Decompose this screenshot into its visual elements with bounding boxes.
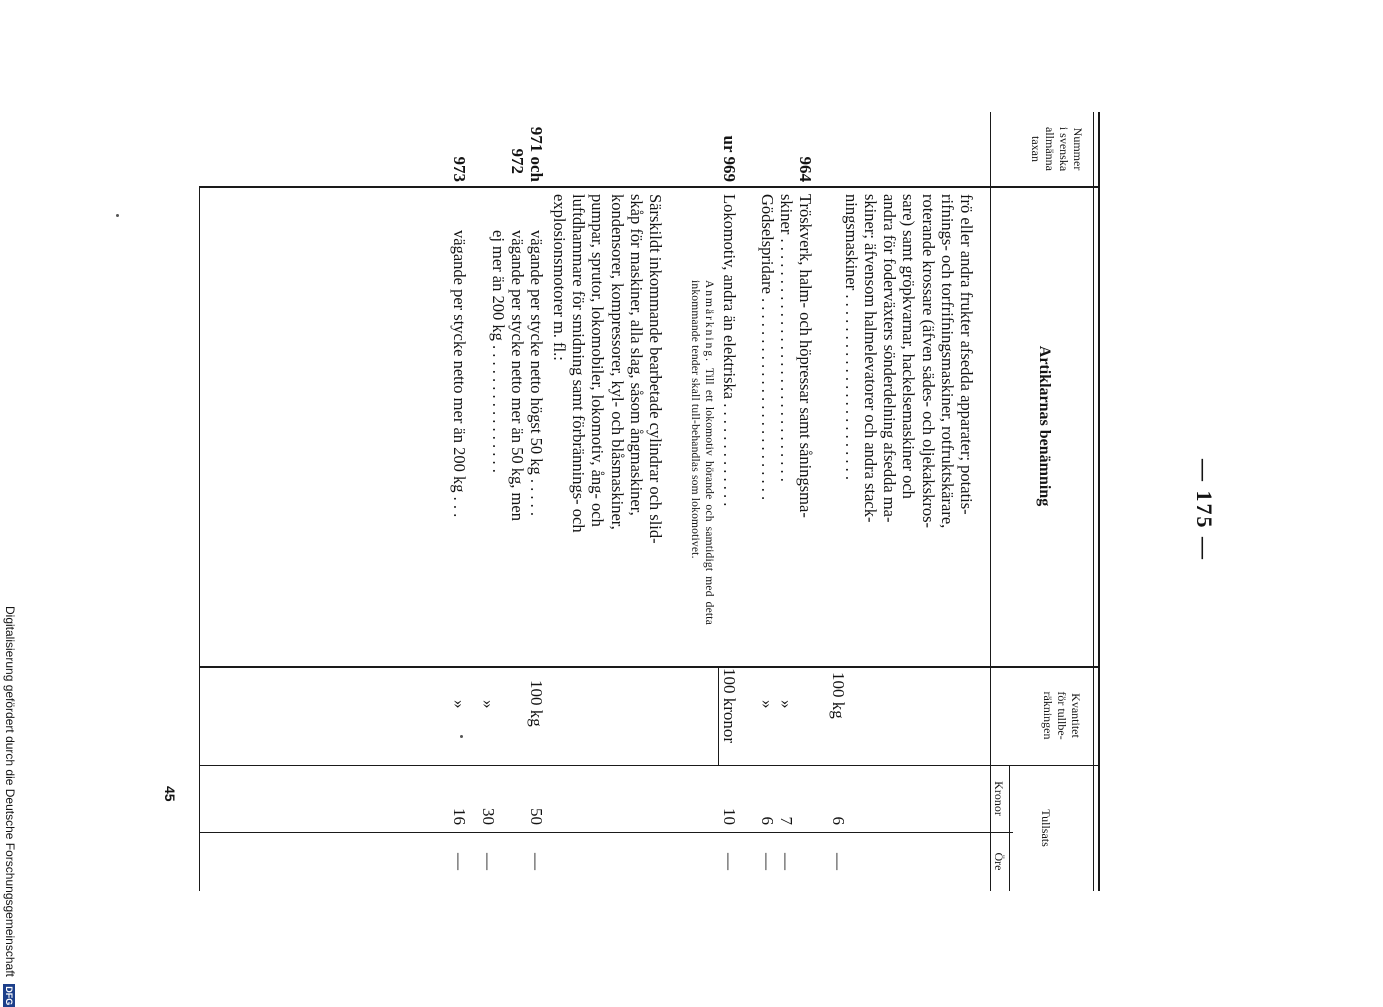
table-row-6-number: 971 och	[527, 126, 546, 182]
column-separator-quantity	[200, 666, 1100, 668]
column-separator-ore	[200, 832, 1013, 833]
table-row-5-description: Särskildt inkommande bearbetade cylindrar och slid- skåp för maskiner, alla slag, såsom ångmaskiner, kondensorer, kompressorer, kyl- och blåsmaskiner, pumpar, sprutor, lokomobiler, lokomotiv, ång- och luftdhammare för smidning samt förbrännings- och explosionsmotorer m. fl.:	[549, 194, 665, 544]
table-row-7-ore: —	[479, 853, 498, 870]
table-top-rule	[1098, 112, 1100, 891]
scan-speck	[460, 735, 463, 738]
table-row-8-quantity: »	[450, 700, 469, 709]
table-row-6-ore: —	[527, 853, 546, 870]
table-row-3-ore: —	[720, 853, 739, 870]
table-row-7-description: vägande per stycke netto mer än 50 kg, men ej mer än 200 kg . . . . . . . . . . . . . . . .	[488, 230, 527, 521]
header-number: Nummer i svenska allmänna taxan	[1029, 126, 1085, 172]
table-top-rule-inner	[1093, 112, 1094, 891]
rate-subheader-rule	[1009, 765, 1010, 891]
table-row-2-kronor: 6	[758, 816, 777, 825]
page-number: — 175 —	[1192, 459, 1217, 561]
table-row-7-quantity: »	[479, 700, 498, 709]
table-row-8-number: 973	[450, 156, 469, 182]
table-row-2-ore: —	[758, 853, 777, 870]
table-row-3-kronor: 10	[720, 808, 739, 825]
table-row-8-kronor: 16	[450, 808, 469, 825]
table-row-0-ore: —	[829, 853, 848, 870]
header-quantity: Kvantitet för tullbe- räkningen	[1041, 691, 1083, 740]
table-row-2-quantity: »	[758, 700, 777, 709]
header-ore: Öre	[992, 852, 1006, 871]
table-row-1-number: 964	[796, 156, 815, 182]
table-row-3-quantity: 100 kronor	[720, 668, 739, 744]
table-row-6-kronor: 50	[527, 808, 546, 825]
table-row-3-description: Lokomotiv, andra än elektriska . . . . . . . . . . . . .	[720, 194, 739, 507]
header-article: Artiklarnas benämning	[1036, 345, 1053, 507]
funding-line: Digitalisierung gefördert durch die Deutsche Forschungsgemeinschaft	[3, 606, 17, 977]
table-row-6-quantity: 100 kg	[527, 680, 546, 727]
column-separator-rate	[200, 765, 1100, 766]
table-row-8-description: vägande per stycke netto mer än 200 kg . . .	[450, 230, 469, 518]
table-row-1-quantity: »	[777, 700, 796, 709]
header-bottom-rule	[990, 112, 991, 891]
column-separator-number	[200, 186, 1100, 188]
header-rate: Tullsats	[1039, 809, 1053, 847]
table-row-0-quantity: 100 kg	[829, 672, 848, 719]
note-text: Till ett lokomotiv hörande och samtidigt med detta inkommande tender skall tull-behandlas som lokomotivet.	[689, 280, 715, 625]
table-row-1-ore: —	[777, 853, 796, 870]
table-row-0-kronor: 6	[829, 816, 848, 825]
scan-speck	[116, 214, 119, 217]
table-row-3-number: ur 969	[720, 135, 739, 182]
table-bottom-rule	[199, 186, 200, 891]
table-row-8-ore: —	[450, 853, 469, 870]
table-row-7-number: 972	[508, 148, 527, 174]
table-row-7-kronor: 30	[479, 808, 498, 825]
note-label: Anmärkning.	[703, 280, 715, 364]
table-row-6-description: vägande per stycke netto högst 50 kg . . . . .	[527, 230, 546, 516]
table-row-2-description: Gödselspridare . . . . . . . . . . . . . . . . . . . . . . . . .	[758, 194, 777, 501]
table-row-1-description: Tröskverk, halm- och höpressar samt såningsma- skiner . . . . . . . . . . . . . . . . . . . . . . . . . . . . . .	[776, 194, 815, 518]
dfg-logo: DFG	[4, 986, 14, 1006]
table-row-1-kronor: 7	[777, 816, 796, 825]
row-3-separator	[718, 666, 719, 765]
sheet-number: 45	[162, 786, 178, 802]
table-row-4-note	[688, 280, 715, 625]
header-kronor: Kronor	[992, 781, 1006, 816]
funding-footer	[3, 606, 17, 1007]
table-row-0-description: frö eller andra frukter afsedda apparater; potatis- rifnings- och torfrifningsmaskiner, rotfruktskärare, roterande krossare (äfven sädes- och oljekakskros- sare) samt gröpkvarnar, hackelsemaskiner och andra för foderväxters sönderdelning afsedda ma- skiner; äfvensom halmelevatorer och andra stack- ningsmaskiner . . . . . . . . . . . . . . . . . . . . . . .	[841, 194, 976, 529]
